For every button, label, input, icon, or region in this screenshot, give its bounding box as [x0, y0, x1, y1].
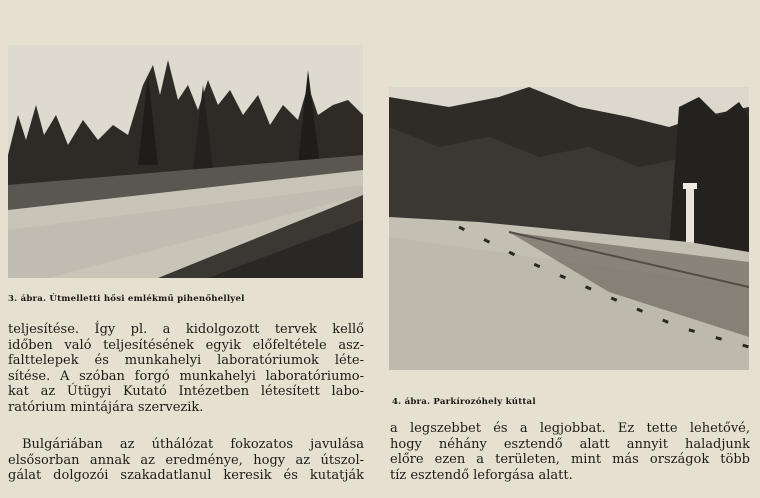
text-line: gálat dolgozói szakadatlanul keresik és kutatják [8, 468, 364, 484]
right-paragraph-1 [390, 421, 750, 483]
left-paragraph-2 [8, 437, 364, 484]
figure-3-caption: 3. ábra. Útmelletti hősi emlékmű pihenőhellyel [8, 294, 245, 304]
text-line: teljesítése. Így pl. a kidolgozott tervek kellő [8, 322, 364, 337]
text-line: időben való teljesítésének egyik előfeltétele asz- [8, 337, 364, 353]
text-line: faltteleрek és munkahelyi laboratóriumok léte- [8, 353, 364, 369]
text-line: Bulgáriában az úthálózat fokozatos javulása [22, 437, 364, 452]
text-line: hogy néhány esztendő alatt annyit haladjunk [390, 436, 750, 452]
text-line: előre ezen a területen, mint más országok több [390, 452, 750, 468]
figure-4-caption: 4. ábra. Parkírozóhely kúttal [392, 397, 536, 407]
text-line: sítése. A szóban forgó munkahelyi laboratóriumo- [8, 368, 364, 384]
text-line: elsősorban annak az eredménye, hogy az útszol- [8, 452, 364, 468]
text-line: tíz esztendő leforgása alatt. [390, 467, 573, 483]
figure-3-photo [8, 45, 363, 278]
left-paragraph-1 [8, 322, 364, 416]
text-line: a legszebbet és a legjobbat. Ez tette lehetővé, [390, 421, 750, 436]
text-line: kat az Útügyi Kutató Intézetben létesített labo- [8, 384, 364, 400]
text-line: ratórium mintájára szervezik. [8, 399, 204, 415]
figure-4-photo [389, 87, 749, 370]
